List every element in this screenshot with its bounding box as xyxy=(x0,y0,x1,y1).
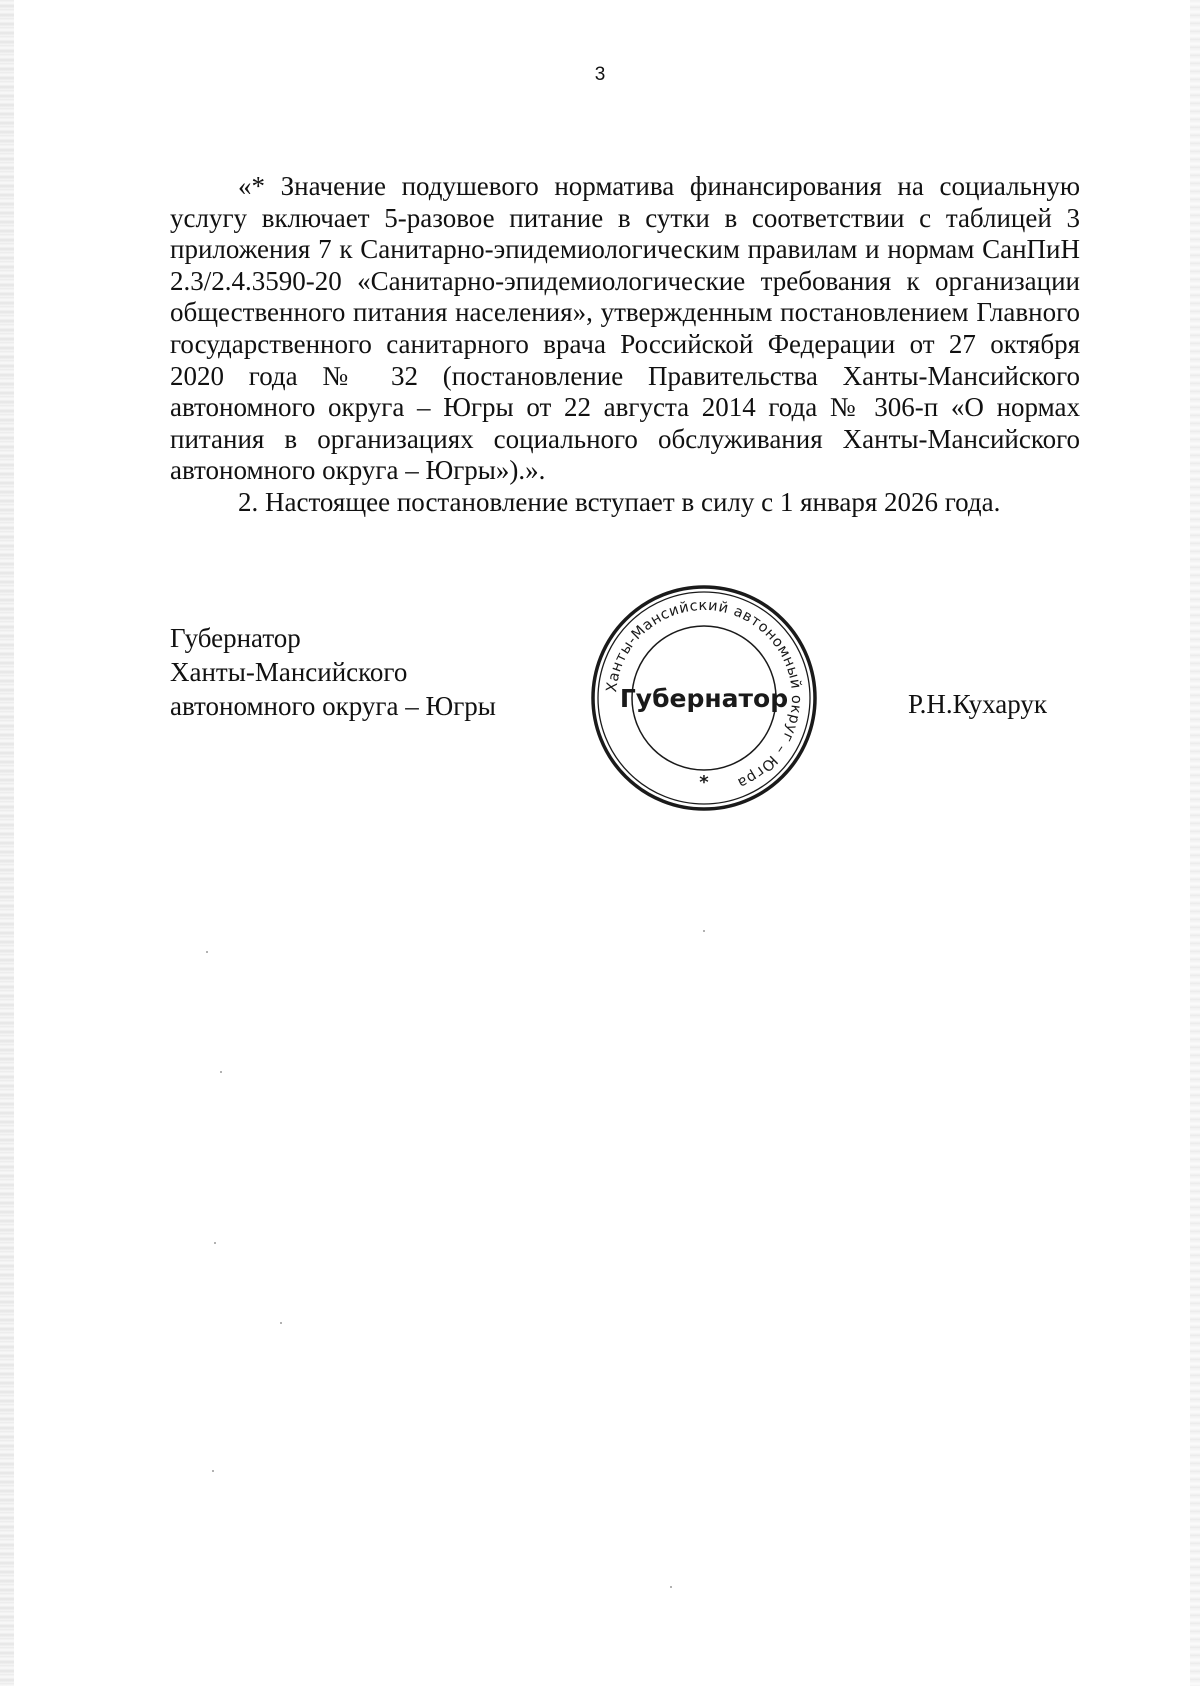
signatory-title-line-2: Ханты-Мансийского xyxy=(170,657,408,687)
signatory-title xyxy=(170,621,496,723)
seal-center-text: Губернатор xyxy=(619,684,789,713)
signer-name: Р.Н.Кухарук xyxy=(908,689,1048,719)
scan-speck xyxy=(280,1322,282,1324)
scan-speck xyxy=(220,1071,222,1073)
signatory-title-line-1: Губернатор xyxy=(170,623,301,653)
scan-edge-right xyxy=(1190,0,1200,1686)
footnote-paragraph: «* Значение подушевого норматива финансирования на социальную услугу включает 5-разовое питание в сутки в соответствии с таблицей 3 приложения 7 к Санитарно-эпидемиологическим правилам и нормам СанПиН 2.3/2.4.3590-20 «Санитарно-эпидемиологические требования к организации общественного питания населения», утвержденным постановлением Главного государственного санитарного врача Российской Федерации от 27 октября 2020 года № 32 (постановление Правительства Ханты-Мансийского автономного округа – Югры от 22 августа 2014 года № 306-п «О нормах питания в организациях социального обслуживания Ханты-Мансийского автономного округа – Югры»).». xyxy=(170,171,1080,486)
official-seal xyxy=(588,582,820,814)
signatory-title-line-3: автономного округа – Югры xyxy=(170,691,496,721)
document-body xyxy=(170,171,1080,519)
seal-ring-text: Ханты-Мансийский автономный округ – Югра xyxy=(604,597,805,791)
page-number: 3 xyxy=(594,64,606,85)
seal-star-icon: * xyxy=(699,772,709,793)
effective-date-paragraph: 2. Настоящее постановление вступает в силу с 1 января 2026 года. xyxy=(238,486,1001,517)
scan-speck xyxy=(670,1586,672,1588)
scan-speck xyxy=(206,951,208,953)
scan-edge-left xyxy=(0,0,14,1686)
scan-speck xyxy=(214,1242,216,1244)
scan-speck xyxy=(212,1470,214,1472)
scan-speck xyxy=(703,930,705,932)
